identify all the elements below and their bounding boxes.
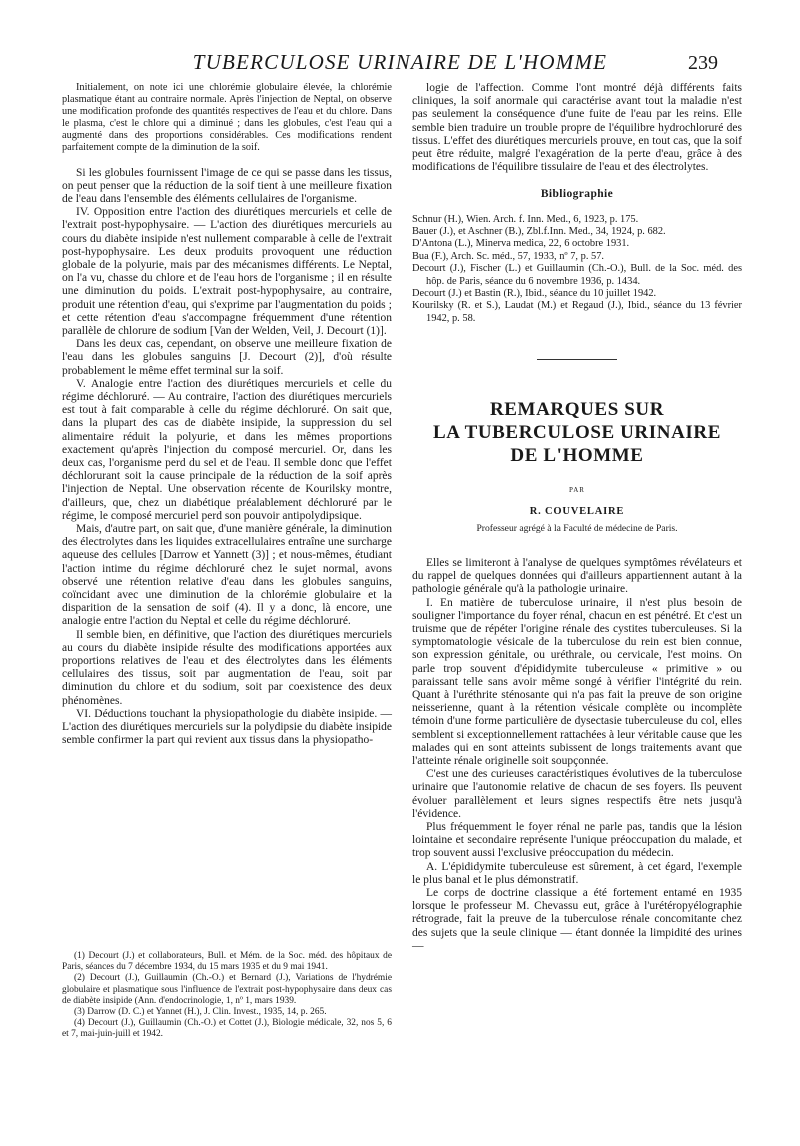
author-name: R. COUVELAIRE (529, 506, 625, 518)
article-title-line: LA TUBERCULOSE URINAIRE (433, 422, 721, 444)
footnotes (62, 951, 392, 1041)
author-affiliation: Professeur agrégé à la Faculté de médecine de Paris. (476, 522, 678, 534)
footnote: (1) Decourt (J.) et collaborateurs, Bull. et Mém. de la Soc. méd. des hôpitaux de Paris, séances du 7 décembre 1934, du 15 mars 1935 et du 9 mai 1941. (62, 951, 392, 973)
paragraph: Il semble bien, en définitive, que l'action des diurétiques mercuriels au cours du diabète insipide résulte des modifications apportées aux proportions relatives de l'eau et des électrolytes dans les éléments cellulaires des tissus, soit par augmentation de l'eau, soit par diminution du chlore et du sodium, soit par coexistence des deux phénomènes. (62, 628, 392, 707)
paragraph: A. L'épididymite tuberculeuse est sûrement, à cet égard, l'exemple le plus banal et le plus démonstratif. (412, 860, 742, 886)
paragraph: V. Analogie entre l'action des diurétiques mercuriels et celle du régime déchloruré. — Au contraire, l'action des diurétiques mercuriels est tout à fait comparable à celle du régime déchloruré. On sait que, dans la plupart des cas de diabète insipide, la suppression du sel alimentaire réduit la polyurie, et dans les mêmes proportions exactement qu'après l'injection du composé mercuriel. Or, dans les deux cas, l'organisme perd du sel et de l'eau. Il semble donc que l'effet déchlorurant soit la cause principale de la réduction de la soif après l'injection de Neptal. Une observation récente de Kourilsky montre, d'ailleurs, que, chez un diabétique préalablement déchloruré par le régime, le composé mercuriel perd son pouvoir antipolydipsique. (62, 377, 392, 522)
paragraph: C'est une des curieuses caractéristiques évolutives de la tuberculose urinaire que l'autonomie relative de chacun de ses foyers. Ils peuvent évoluer parallèlement et leurs signes respectifs être nets jusqu'à l'évidence. (412, 768, 742, 820)
paragraph: logie de l'affection. Comme l'ont montré déjà différents faits cliniques, la soif anormale qui caractérise avant tout la maladie n'est pas seulement la conséquence d'une fuite de l'eau par les reins. Elle semble bien traduire un trouble propre de l'équilibre hydrochloruré des tissus. L'effet des diurétiques mercuriels prouve, en tout cas, que la soif peut être réduite, malgré l'exagération de la perte d'eau, grâce à des modifications de l'équilibre tissulaire de l'eau et des électrolytes. (412, 82, 742, 174)
left-column (62, 82, 392, 748)
paragraph: Le corps de doctrine classique a été fortement entamé en 1935 lorsque le professeur M. Chevassu eut, grâce à l'urétéropyélographie rétrograde, fait la preuve de la tuberculose rénale concomitante chez des sujets que la seule clinique — étant donnée la limpidité des urines — (412, 886, 742, 952)
article-title-line: DE L'HOMME (510, 445, 644, 467)
paragraph: Plus fréquemment le foyer rénal ne parle pas, tandis que la lésion lointaine et secondaire représente l'unique préoccupation du malade, et trop souvent aussi l'exclusive préoccupation du médecin. (412, 820, 742, 860)
bibliography-entry: Schnur (H.), Wien. Arch. f. Inn. Med., 6, 1923, p. 175. (412, 213, 639, 225)
running-title: TUBERCULOSE URINAIRE DE L'HOMME (192, 50, 608, 74)
footnote: (3) Darrow (D. C.) et Yannet (H.), J. Clin. Invest., 1935, 14, p. 265. (74, 1007, 327, 1018)
bibliography-entry: Decourt (J.) et Bastin (R.), Ibid., séance du 10 juillet 1942. (412, 288, 657, 300)
bibliography-entry: D'Antona (L.), Minerva medica, 22, 6 octobre 1931. (412, 238, 630, 250)
section-divider (537, 359, 617, 360)
paragraph: Initialement, on note ici une chlorémie globulaire élevée, la chlorémie plasmatique étant au contraire normale. Après l'injection de Neptal, on observe une modification profonde des quantités respectives de l'eau et du chlore. Dans le plasma, c'est le chlore qui a diminué ; dans les globules, c'est l'eau qui a augmenté dans des proportions considérables. Ces modifications rendent parfaitement compte de la diminution de la soif. (62, 82, 392, 154)
bibliography-entry: Kourilsky (R. et S.), Laudat (M.) et Regaud (J.), Ibid., séance du 13 février 1942, p. 58. (412, 300, 742, 324)
paragraph: IV. Opposition entre l'action des diurétiques mercuriels et celle de l'extrait post-hypophysaire. — L'action des diurétiques mercuriels au cours du diabète insipide n'est nullement comparable à celle de l'extrait post-hypophysaire. Les deux produits provoquent une réduction globale de la polyurie, mais par des mécanismes différents. Le Neptal, on l'a vu, chasse du chlore et de l'eau hors de l'organisme ; il en résulte une diminution du poids. L'extrait post-hypophysaire, au contraire, produit une rétention d'eau, qui s'exprime par l'augmentation du poids ; et cette rétention d'eau s'accompagne fréquemment d'une rétention parallèle de chlorure de sodium [Van der Welden, Veil, J. Decourt (1)]. (62, 206, 392, 337)
paragraph: Si les globules fournissent l'image de ce qui se passe dans les tissus, on peut penser que la réduction de la soif tient à une meilleure fixation de l'eau dans l'ensemble des éléments cellulaires de l'organisme. (62, 166, 392, 205)
paragraph: Elles se limiteront à l'analyse de quelques symptômes révélateurs et du rappel de quelques données qui d'ailleurs appartiennent autant à la pathologie générale qu'à la pathologie urinaire. (412, 556, 742, 596)
byline-par: PAR (569, 486, 585, 495)
bibliography-entry: Decourt (J.), Fischer (L.) et Guillaumin (Ch.-O.), Bull. de la Soc. méd. des hôp. de Paris, séance du 6 novembre 1936, p. 1434. (412, 263, 742, 287)
footnote: (4) Decourt (J.), Guillaumin (Ch.-O.) et Cottet (J.), Biologie médicale, 32, nos 5, 6 et 7, mai-juin-juill et 1942. (62, 1018, 392, 1040)
paragraph: Dans les deux cas, cependant, on observe une meilleure fixation de l'eau dans les globules sanguins [J. Decourt (2)], d'où résulte probablement le même effet terminal sur la soif. (62, 338, 392, 377)
paragraph: Mais, d'autre part, on sait que, d'une manière générale, la diminution des électrolytes dans les liquides extracellulaires entraîne une surcharge aqueuse des cellules [Darrow et Yannett (3)] ; et nous-mêmes, étudiant l'action intime du régime déchloruré chez le sujet normal, avons observé une rétention relative d'eau dans les globules sanguins, coïncidant avec une diminution de la chlorémie globulaire et la disparition de la sensation de soif (4). Il y a donc, là encore, une analogie entre l'action du Neptal et celle du régime déchloruré. (62, 523, 392, 628)
bibliography-list (412, 214, 742, 326)
right-column (412, 82, 742, 953)
bibliography-heading: Bibliographie (540, 188, 614, 201)
article-title-line: REMARQUES SUR (489, 399, 665, 421)
running-head (0, 50, 800, 74)
bibliography-entry: Bua (F.), Arch. Sc. méd., 57, 1933, nº 7, p. 57. (412, 250, 605, 262)
paragraph: VI. Déductions touchant la physiopathologie du diabète insipide. — L'action des diurétiques mercuriels sur la polydipsie du diabète insipide semble confirmer la part qui revient aux tissus dans la physiopatho- (62, 707, 392, 747)
paragraph: I. En matière de tuberculose urinaire, il n'est plus besoin de souligner l'importance du foyer rénal, chacun en est pénétré. Et c'est un truisme que de répéter l'origine rénale des cystites tuberculeuses. Si la symptomatologie vésicale de la tuberculose du rein est bien connue, son expression génitale, ou uréthrale, ou cervicale, l'est moins. On parle trop souvent d'épididymite tuberculeuse « primitive » ou paraissant telle sans avoir même songé à vérifier l'intégrité du rein. Quant à l'uréthrite sténosante qui n'a pas fait la preuve de son origine neisserienne, quant à la rétention vésicale complète ou incomplète témoin d'une forme particulière de dysectasie tuberculeuse du col, elles semblent si exceptionnellement rattachées à leur véritable cause que les malades qui en sont atteints subissent de longs traitements avant que l'atteinte rénale originelle soit soupçonnée. (412, 596, 742, 767)
footnote: (2) Decourt (J.), Guillaumin (Ch.-O.) et Bernard (J.), Variations de l'hydrémie globulaire et plasmatique sous l'influence de l'extrait post-hypophysaire dans deux cas de diabète insipide (Ann. d'endocrinologie, 1, nº 1, mars 1939. (62, 973, 392, 1006)
bibliography-entry: Bauer (J.), et Aschner (B.), Zbl.f.Inn. Med., 34, 1924, p. 682. (412, 226, 666, 238)
page-number: 239 (688, 52, 718, 74)
